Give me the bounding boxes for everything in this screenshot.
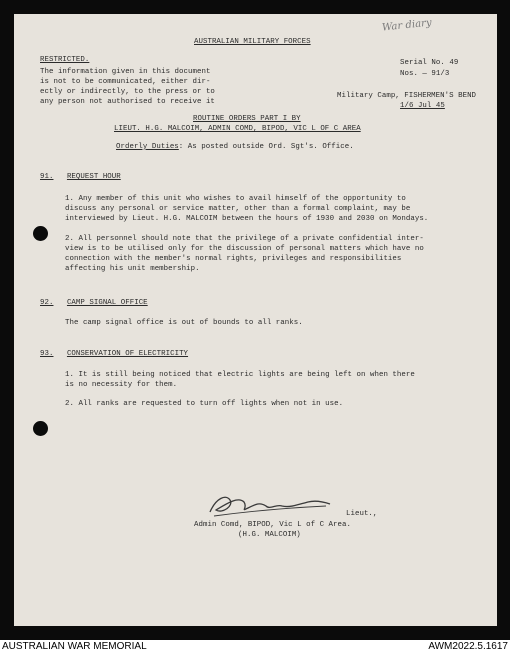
paragraph-line: view is to be utilised only for the discussion of personal matters which have no	[65, 245, 424, 253]
handwritten-note: War diary	[381, 17, 433, 34]
date: 1/6 Jul 45	[400, 102, 445, 110]
punch-hole	[33, 226, 48, 241]
punch-hole	[33, 421, 48, 436]
paragraph-line: 1. Any member of this unit who wishes to avail himself of the opportunity to	[65, 195, 406, 203]
orderly-duties-label: Orderly Duties	[116, 143, 179, 151]
document-page	[14, 14, 497, 626]
paragraph-line: discuss any personal or service matter, other than a formal complaint, may be	[65, 205, 411, 213]
orderly-duties	[116, 143, 354, 151]
section-92-text: The camp signal office is out of bounds to all ranks.	[65, 319, 303, 327]
section-number: 92.	[40, 299, 54, 307]
paragraph-line: affecting his unit membership.	[65, 265, 200, 273]
title-line-2: LIEUT. H.G. MALCOIM, ADMIN COMD, BIPOD, VIC L OF C AREA	[114, 125, 361, 133]
section-number: 91.	[40, 173, 54, 181]
restricted-notice	[40, 67, 215, 107]
section-title: CONSERVATION OF ELECTRICITY	[66, 350, 189, 358]
title-line-1: ROUTINE ORDERS PART I BY	[193, 115, 301, 123]
section-title: REQUEST HOUR	[66, 173, 121, 181]
signature-scribble	[204, 488, 334, 522]
place: Military Camp, FISHERMEN'S BEND	[337, 92, 477, 100]
paragraph-line: connection with the member's normal rights, privileges and responsibilities	[65, 255, 402, 263]
restricted-line: ectly or indirectly, to the press or to	[40, 88, 215, 96]
orderly-duties-text: : As posted outside Ord. Sgt's. Office.	[178, 143, 354, 151]
section-92-heading	[40, 299, 148, 307]
restricted-line: The information given in this document	[40, 68, 211, 76]
restricted-line: any person not authorised to receive it	[40, 98, 215, 106]
paragraph-line: interviewed by Lieut. H.G. MALCOIM between the hours of 1930 and 2030 on Mondays.	[65, 215, 429, 223]
section-91-para-2	[65, 234, 424, 274]
paragraph-line: is no necessity for them.	[65, 381, 178, 389]
archive-reference: AWM2022.5.1617	[428, 641, 508, 652]
section-93-heading	[40, 350, 188, 358]
signatory-rank: Lieut.,	[346, 510, 378, 518]
serial-number: Serial No. 49	[400, 59, 459, 67]
order-numbers: Nos. — 91/3	[400, 70, 450, 78]
section-91-para-1	[65, 194, 428, 224]
signatory-appointment: Admin Comd, BIPOD, Vic L of C Area.	[194, 521, 351, 529]
paragraph-line: 1. It is still being noticed that electric lights are being left on when there	[65, 371, 415, 379]
section-91-heading	[40, 173, 121, 181]
section-title: CAMP SIGNAL OFFICE	[66, 299, 148, 307]
restricted-label: RESTRICTED.	[40, 56, 90, 64]
signatory-name: (H.G. MALCOIM)	[238, 531, 301, 539]
archive-credit: AUSTRALIAN WAR MEMORIAL	[2, 641, 147, 652]
section-93-para-2: 2. All ranks are requested to turn off lights when not in use.	[65, 400, 344, 408]
restricted-line: is not to be communicated, either dir-	[40, 78, 211, 86]
paragraph-line: 2. All personnel should note that the privilege of a private confidential inter-	[65, 235, 424, 243]
section-93-para-1	[65, 370, 415, 390]
document-header: AUSTRALIAN MILITARY FORCES	[194, 38, 311, 46]
section-number: 93.	[40, 350, 54, 358]
